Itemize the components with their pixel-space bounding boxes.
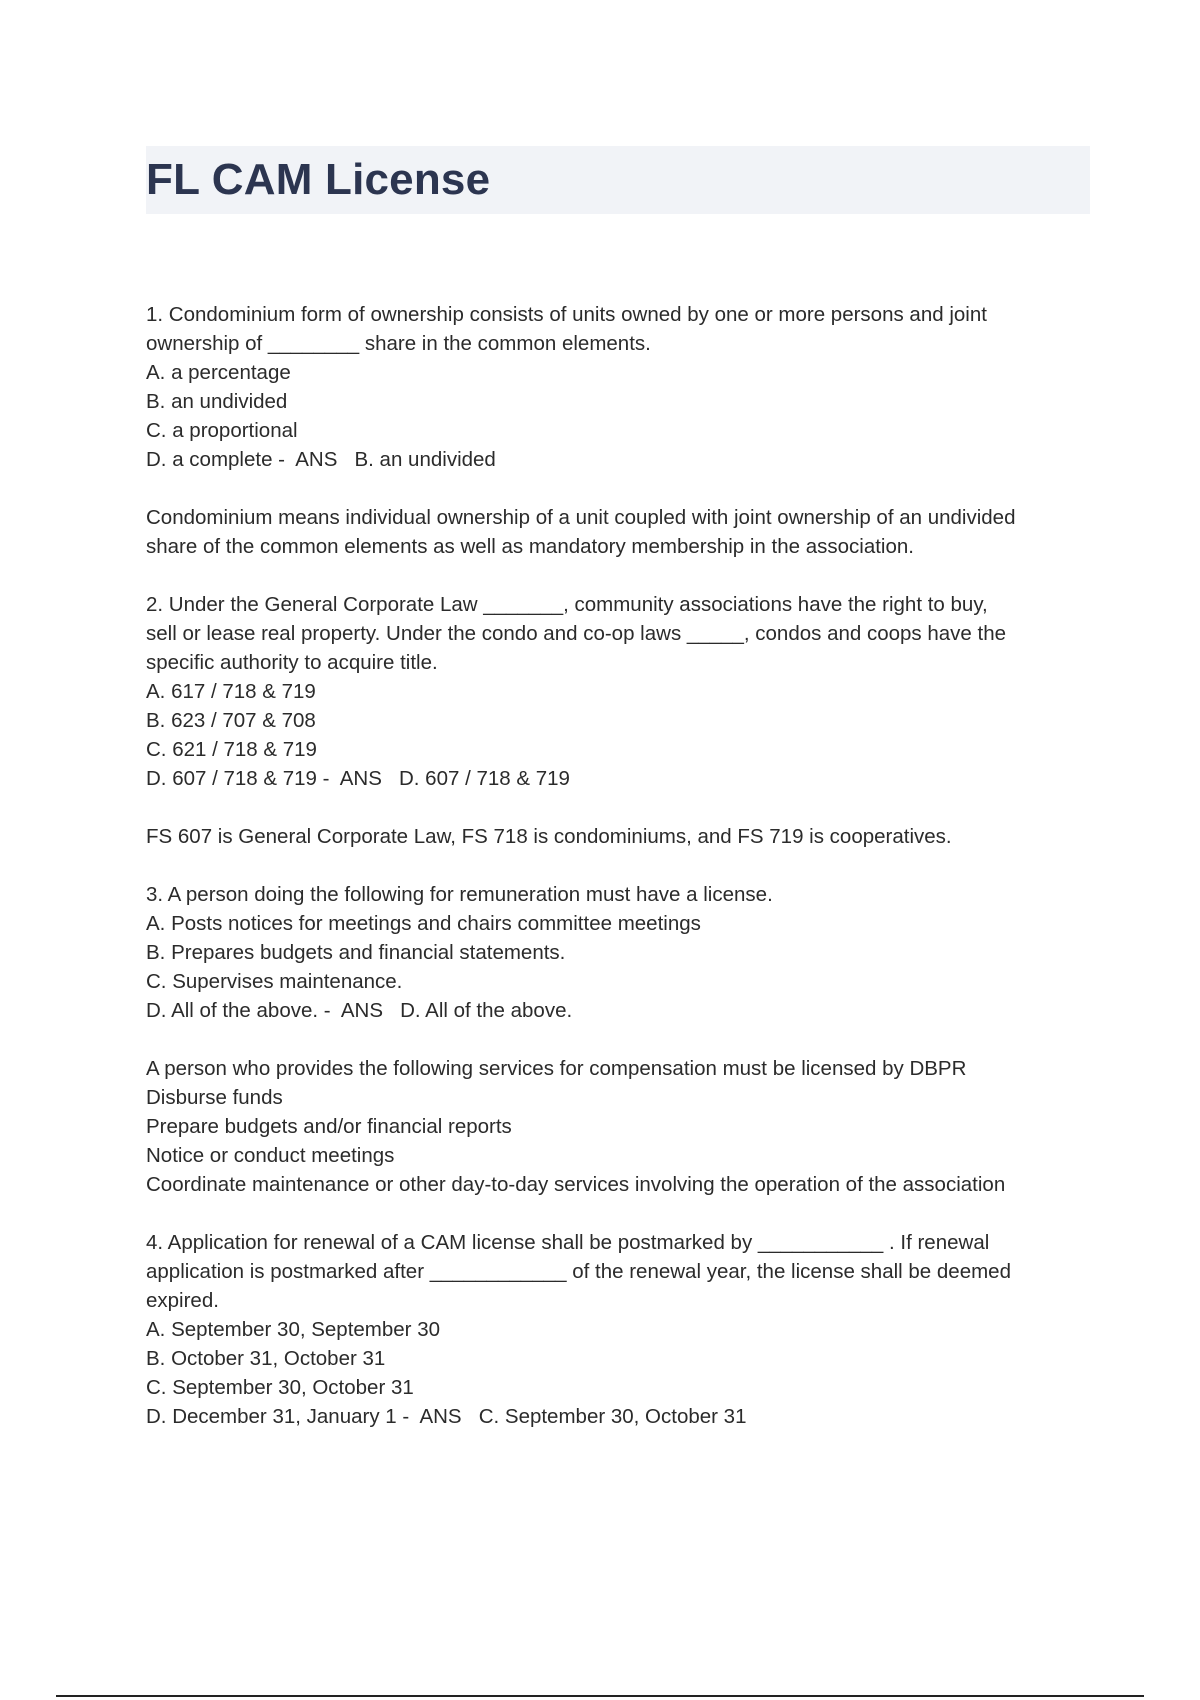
question-3-explanation-line-4: Notice or conduct meetings <box>146 1144 395 1167</box>
question-4-option-d-answer: D. December 31, January 1 - ANS C. September 30, October 31 <box>146 1405 747 1428</box>
question-3-option-b: B. Prepares budgets and financial statements. <box>146 941 566 964</box>
question-3-option-d-answer: D. All of the above. - ANS D. All of the above. <box>146 999 573 1022</box>
question-4-option-c: C. September 30, October 31 <box>146 1376 414 1399</box>
question-4 <box>146 1228 1091 1431</box>
question-1-option-a: A. a percentage <box>146 361 291 384</box>
question-4-text-line-2: application is postmarked after ____________ of the renewal year, the license shall be deemed <box>146 1260 1011 1283</box>
question-1-text-line-2: ownership of ________ share in the common elements. <box>146 332 651 355</box>
question-3-explanation-line-2: Disburse funds <box>146 1086 283 1109</box>
page-bottom-divider <box>56 1695 1144 1697</box>
question-3-explanation-line-1: A person who provides the following services for compensation must be licensed by DBPR <box>146 1057 967 1080</box>
question-2-text-line-2: sell or lease real property. Under the condo and co-op laws _____, condos and coops have the <box>146 622 1007 645</box>
question-3 <box>146 880 1091 1025</box>
question-3-option-a: A. Posts notices for meetings and chairs committee meetings <box>146 912 701 935</box>
question-1-explanation-line-2: share of the common elements as well as mandatory membership in the association. <box>146 535 914 558</box>
question-4-option-a: A. September 30, September 30 <box>146 1318 441 1341</box>
question-1 <box>146 300 1091 474</box>
question-1-option-d-answer: D. a complete - ANS B. an undivided <box>146 448 496 471</box>
question-1-text-line-1: 1. Condominium form of ownership consists of units owned by one or more persons and joint <box>146 303 987 326</box>
question-3-explanation <box>146 1054 1091 1199</box>
question-1-option-b: B. an undivided <box>146 390 288 413</box>
question-3-explanation-line-3: Prepare budgets and/or financial reports <box>146 1115 512 1138</box>
question-1-explanation-line-1: Condominium means individual ownership of a unit coupled with joint ownership of an undivided <box>146 506 1016 529</box>
question-3-option-c: C. Supervises maintenance. <box>146 970 403 993</box>
question-2-explanation-line-1: FS 607 is General Corporate Law, FS 718 is condominiums, and FS 719 is cooperatives. <box>146 825 952 848</box>
question-1-option-c: C. a proportional <box>146 419 298 442</box>
question-2-option-d-answer: D. 607 / 718 & 719 - ANS D. 607 / 718 & 719 <box>146 767 570 790</box>
question-2-text-line-1: 2. Under the General Corporate Law _______, community associations have the right to buy, <box>146 593 988 616</box>
question-2-text-line-3: specific authority to acquire title. <box>146 651 438 674</box>
question-2-option-c: C. 621 / 718 & 719 <box>146 738 317 761</box>
question-3-explanation-line-5: Coordinate maintenance or other day-to-day services involving the operation of the association <box>146 1173 1006 1196</box>
question-2-option-a: A. 617 / 718 & 719 <box>146 680 316 703</box>
document-body <box>146 300 1091 1460</box>
question-2-option-b: B. 623 / 707 & 708 <box>146 709 316 732</box>
question-2-explanation <box>146 822 1091 851</box>
question-4-text-line-1: 4. Application for renewal of a CAM license shall be postmarked by ___________ . If renewal <box>146 1231 990 1254</box>
question-3-text-line-1: 3. A person doing the following for remuneration must have a license. <box>146 883 773 906</box>
document-title: FL CAM License <box>146 155 491 204</box>
question-1-explanation <box>146 503 1091 561</box>
question-4-option-b: B. October 31, October 31 <box>146 1347 386 1370</box>
title-banner <box>146 146 1090 214</box>
question-2 <box>146 590 1091 793</box>
question-4-text-line-3: expired. <box>146 1289 219 1312</box>
